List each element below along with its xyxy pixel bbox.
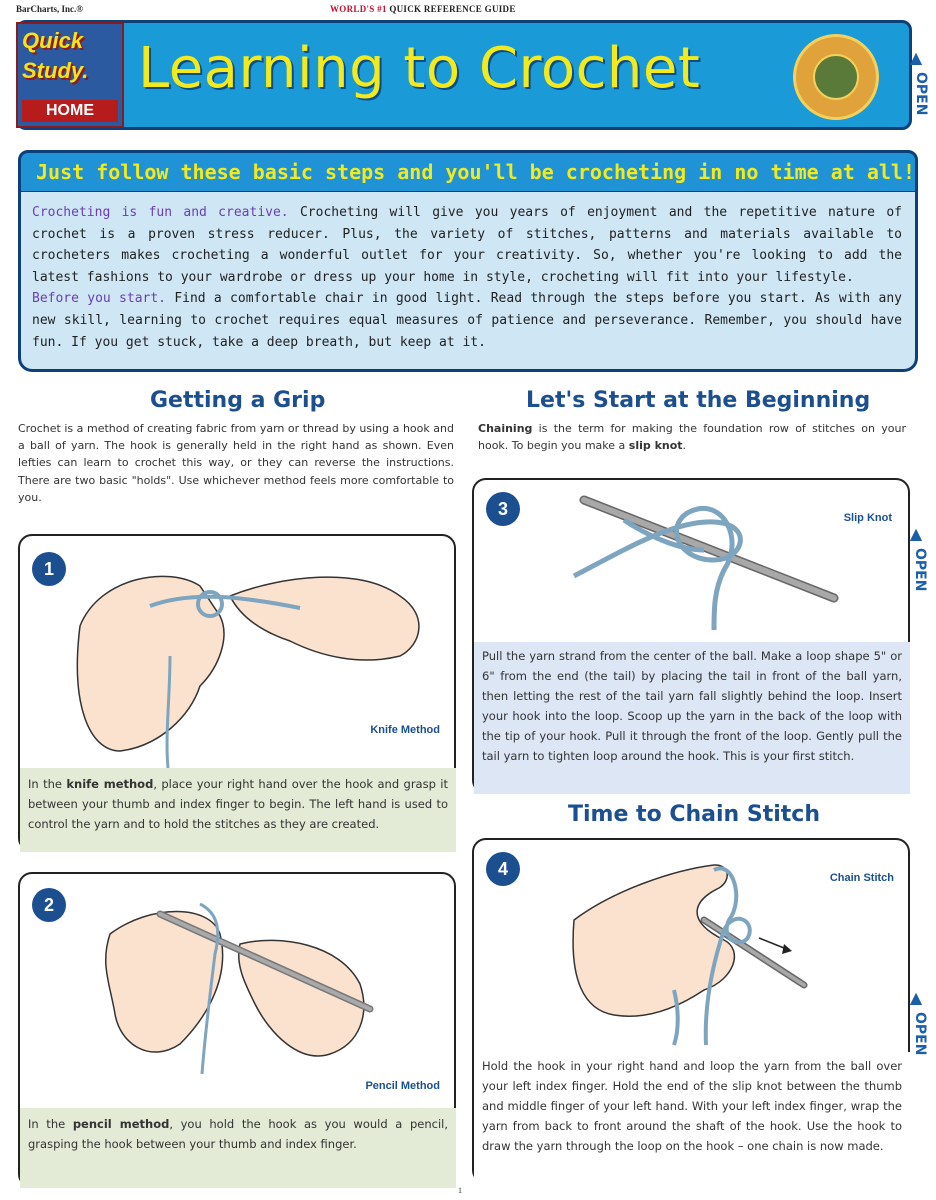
- side-tab-text: OPEN: [912, 548, 928, 592]
- page-title: Learning to Crochet: [138, 36, 701, 101]
- side-tab-open-1[interactable]: [906, 44, 929, 126]
- grip-text: Crochet is a method of creating fabric from yarn or thread by using a hook and a ball of yarn. The hook is generally held in the right hand as shown. Even lefties can learn to crochet this way, or they can reverse the instructions. There are two basic "holds". Use whichever method feels more comfortable to you.: [18, 422, 454, 504]
- triangle-arrow-icon: ▲: [909, 524, 923, 543]
- heading-getting-a-grip: Getting a Grip: [150, 388, 326, 413]
- step-card-pencil-method: [18, 872, 456, 1188]
- step-number-badge: 4: [486, 852, 520, 886]
- beginning-text: Chaining is the term for making the foundation row of stitches on your hook. To begin you make a slip knot.: [478, 422, 906, 453]
- step-number-badge: 2: [32, 888, 66, 922]
- home-link[interactable]: HOME: [22, 100, 118, 122]
- side-tab-text: OPEN: [912, 1012, 928, 1056]
- intro-body-2: Find a comfortable chair in good light. Read through the steps before you start. As with any new skill, learning to crochet requires equal measures of patience and perseverance. Remember, you should have fun. If you get stuck, take a deep breath, but keep at it.: [32, 291, 902, 350]
- intro-text: [32, 202, 902, 353]
- step-number-badge: 3: [486, 492, 520, 526]
- step-card-chain-stitch: [472, 838, 910, 1184]
- heading-start-beginning: Let's Start at the Beginning: [526, 388, 871, 413]
- logo-study-text: Study.: [22, 58, 89, 83]
- step-card-knife-method: [18, 534, 456, 852]
- step-label: Slip Knot: [843, 512, 892, 524]
- step-caption: In the pencil method, you hold the hook as you would a pencil, grasping the hook between your thumb and index finger.: [20, 1108, 456, 1188]
- step-card-slip-knot: [472, 478, 910, 794]
- step-number-badge: 1: [32, 552, 66, 586]
- heading-chain-stitch: Time to Chain Stitch: [568, 802, 820, 827]
- triangle-arrow-icon: ▲: [909, 48, 923, 67]
- term-chaining: Chaining: [478, 422, 533, 435]
- logo-quick-text: Quick: [22, 28, 84, 53]
- guide-tagline-suffix: QUICK REFERENCE GUIDE: [389, 4, 516, 14]
- intro-lead-fun: Crocheting is fun and creative.: [32, 205, 289, 220]
- side-tab-text: OPEN: [913, 72, 929, 116]
- guide-tagline-prefix: WORLD'S #1: [330, 4, 387, 14]
- step-caption: Pull the yarn strand from the center of the ball. Make a loop shape 5" or 6" from the end (the tail) by placing the tail in front of the ball yarn, then letting the rest of the tail yarn fall slightly behind the loop. Insert your hook into the loop. Scoop up the yarn in the back of the loop with the tip of your hook. Pull it through the front of the loop. Gently pull the tail yarn to tighten loop around the hook. This is your first stitch.: [474, 642, 910, 794]
- step-label: Knife Method: [370, 724, 440, 736]
- pencil-method-illustration: [20, 874, 458, 1106]
- intro-heading: Just follow these basic steps and you'll be crocheting in no time at all!: [36, 160, 915, 184]
- seal-badge-center: [813, 54, 859, 100]
- step-caption: In the knife method, place your right hand over the hook and grasp it between your thumb and index finger to begin. The left hand is used to control the yarn and to hold the stitches as they are created.: [20, 768, 456, 852]
- intro-body-1: Crocheting will give you years of enjoyment and the repetitive nature of crochet is a proven stress reducer. Plus, the variety of stitches, patterns and materials available to crocheters makes crocheting a wonderful outlet for your creativity. So, whether you're looking to add the latest fashions to your wardrobe or dress up your home in style, crocheting will fit into your lifestyle.: [32, 205, 902, 285]
- triangle-arrow-icon: ▲: [909, 988, 923, 1007]
- publisher-name: BarCharts, Inc.®: [16, 4, 83, 14]
- step-caption: Hold the hook in your right hand and loop the yarn from the ball over your left index finger. Hold the end of the slip knot between the thumb and middle finger of your left hand. With your left index finger, wrap the yarn from back to front around the shaft of the hook. Use the hook to draw the yarn through the loop on the hook – one chain is now made.: [474, 1052, 910, 1184]
- step-label: Pencil Method: [365, 1080, 440, 1092]
- step-label: Chain Stitch: [829, 872, 894, 884]
- slip-knot-illustration: [474, 480, 912, 640]
- page-number: 1: [458, 1186, 462, 1195]
- guide-tagline: [330, 4, 516, 14]
- term-slip-knot: slip knot: [628, 439, 683, 453]
- intro-lead-before: Before you start.: [32, 291, 167, 307]
